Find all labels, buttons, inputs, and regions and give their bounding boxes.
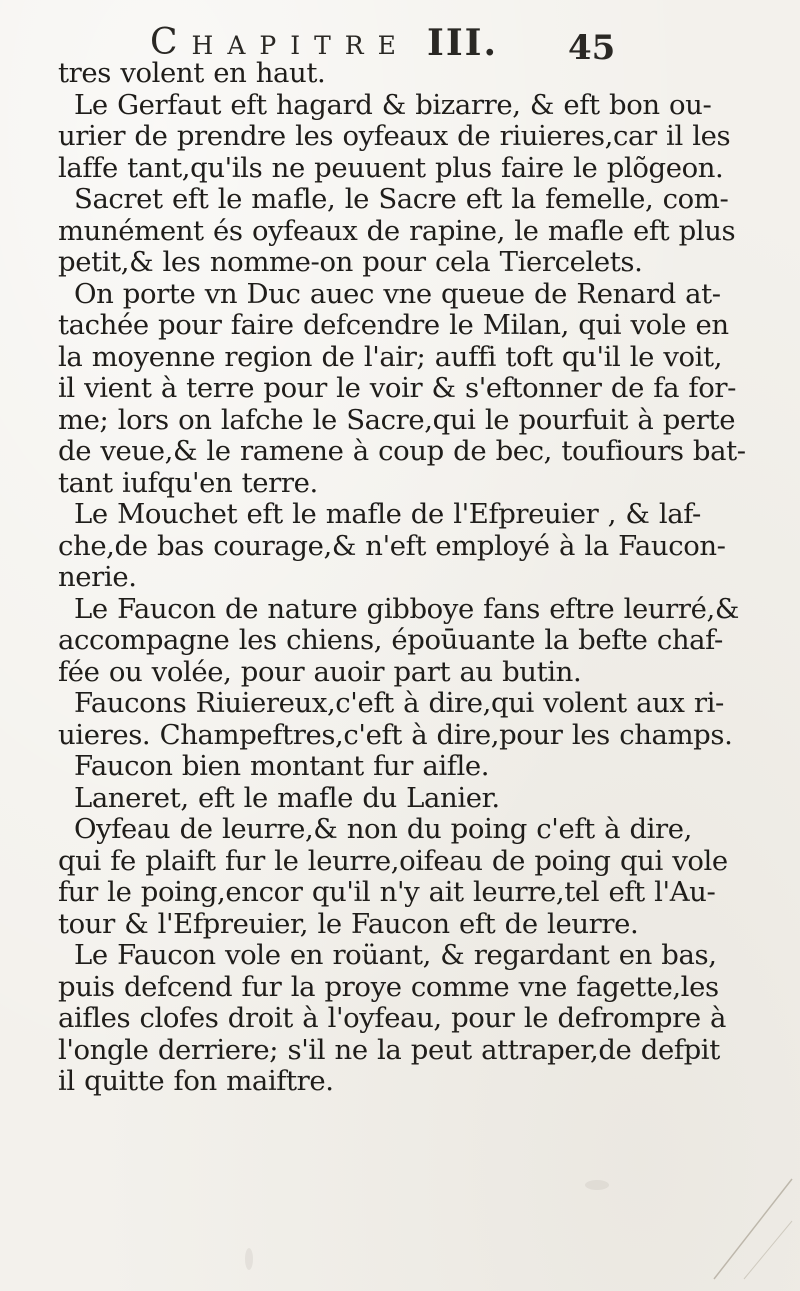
text-line: fur le poing,encor qu'il n'y ait leurre,tel eft l'Au- (58, 877, 716, 908)
text-line: nerie. (58, 562, 137, 593)
text-line: tres volent en haut. (58, 58, 326, 89)
text-line: Le Gerfaut eft hagard & bizarre, & eft bon ou- (74, 89, 712, 121)
text-line: me; lors on lafche le Sacre,qui le pourfuit à perte (58, 404, 736, 436)
text-line: fée ou volée, pour auoir part au butin. (58, 656, 582, 688)
text-line: munément és oyfeaux de rapine, le mafle eft plus (58, 215, 736, 247)
text-line: aifles clofes droit à l'oyfeau, pour le defrompre à (58, 1003, 727, 1034)
text-line: petit,& les nomme-on pour cela Tiercelets. (58, 247, 643, 278)
text-line: accompagne les chiens, époūuante la befte chaf- (58, 625, 723, 656)
text-line: la moyenne region de l'air; auffi toft qu'il le voit, (58, 341, 723, 373)
text-line: il vient à terre pour le voir & s'eftonner de fa for- (58, 373, 736, 404)
text-line: urier de prendre les oyfeaux de riuieres,car il les (58, 121, 731, 152)
text-line: Sacret eft le mafle, le Sacre eft la femelle, com- (74, 184, 729, 215)
text-line: uieres. Champeftres,c'eft à dire,pour les champs. (58, 719, 733, 751)
page-number: 45 (568, 28, 616, 68)
text-line: tachée pour faire defcendre le Milan, qui vole en (58, 310, 729, 341)
text-line: Laneret, eft le mafle du Lanier. (74, 782, 500, 814)
text-line: de veue,& le ramene à coup de bec, toufiours bat- (58, 436, 746, 467)
body-text (58, 58, 770, 1098)
text-line: Le Faucon de nature gibboye fans eftre leurré,& (74, 593, 739, 625)
chapter-heading: Chapitre (150, 22, 410, 63)
text-line: laffe tant,qu'ils ne peuuent plus faire le plõgeon. (58, 152, 724, 184)
text-line: Le Mouchet eft le mafle de l'Efpreuier , & laf- (74, 499, 701, 530)
page-corner-crease (704, 1171, 794, 1281)
paper-stain (585, 1180, 609, 1190)
text-line: On porte vn Duc auec vne queue de Renard at- (74, 278, 721, 310)
text-line: tour & l'Efpreuier, le Faucon eft de leurre. (58, 908, 639, 940)
text-line: tant iufqu'en terre. (58, 467, 318, 499)
text-line: Le Faucon vole en roüant, & regardant en bas, (74, 940, 717, 971)
text-line: puis defcend fur la proye comme vne fagette,les (58, 971, 719, 1003)
paper-stain (245, 1248, 253, 1270)
text-line: Faucons Riuiereux,c'eft à dire,qui volent aux ri- (74, 688, 724, 719)
text-line: qui fe plaift fur le leurre,oifeau de poing qui vole (58, 845, 728, 877)
text-line: Faucon bien montant fur aifle. (74, 751, 490, 782)
chapter-number: III. (427, 22, 499, 64)
text-line: che,de bas courage,& n'eft employé à la Faucon- (58, 530, 726, 562)
text-line: il quitte fon maiftre. (58, 1066, 334, 1097)
text-line: Oyfeau de leurre,& non du poing c'eft à dire, (74, 814, 693, 845)
text-line: l'ongle derriere; s'il ne la peut attraper,de defpit (58, 1034, 720, 1066)
